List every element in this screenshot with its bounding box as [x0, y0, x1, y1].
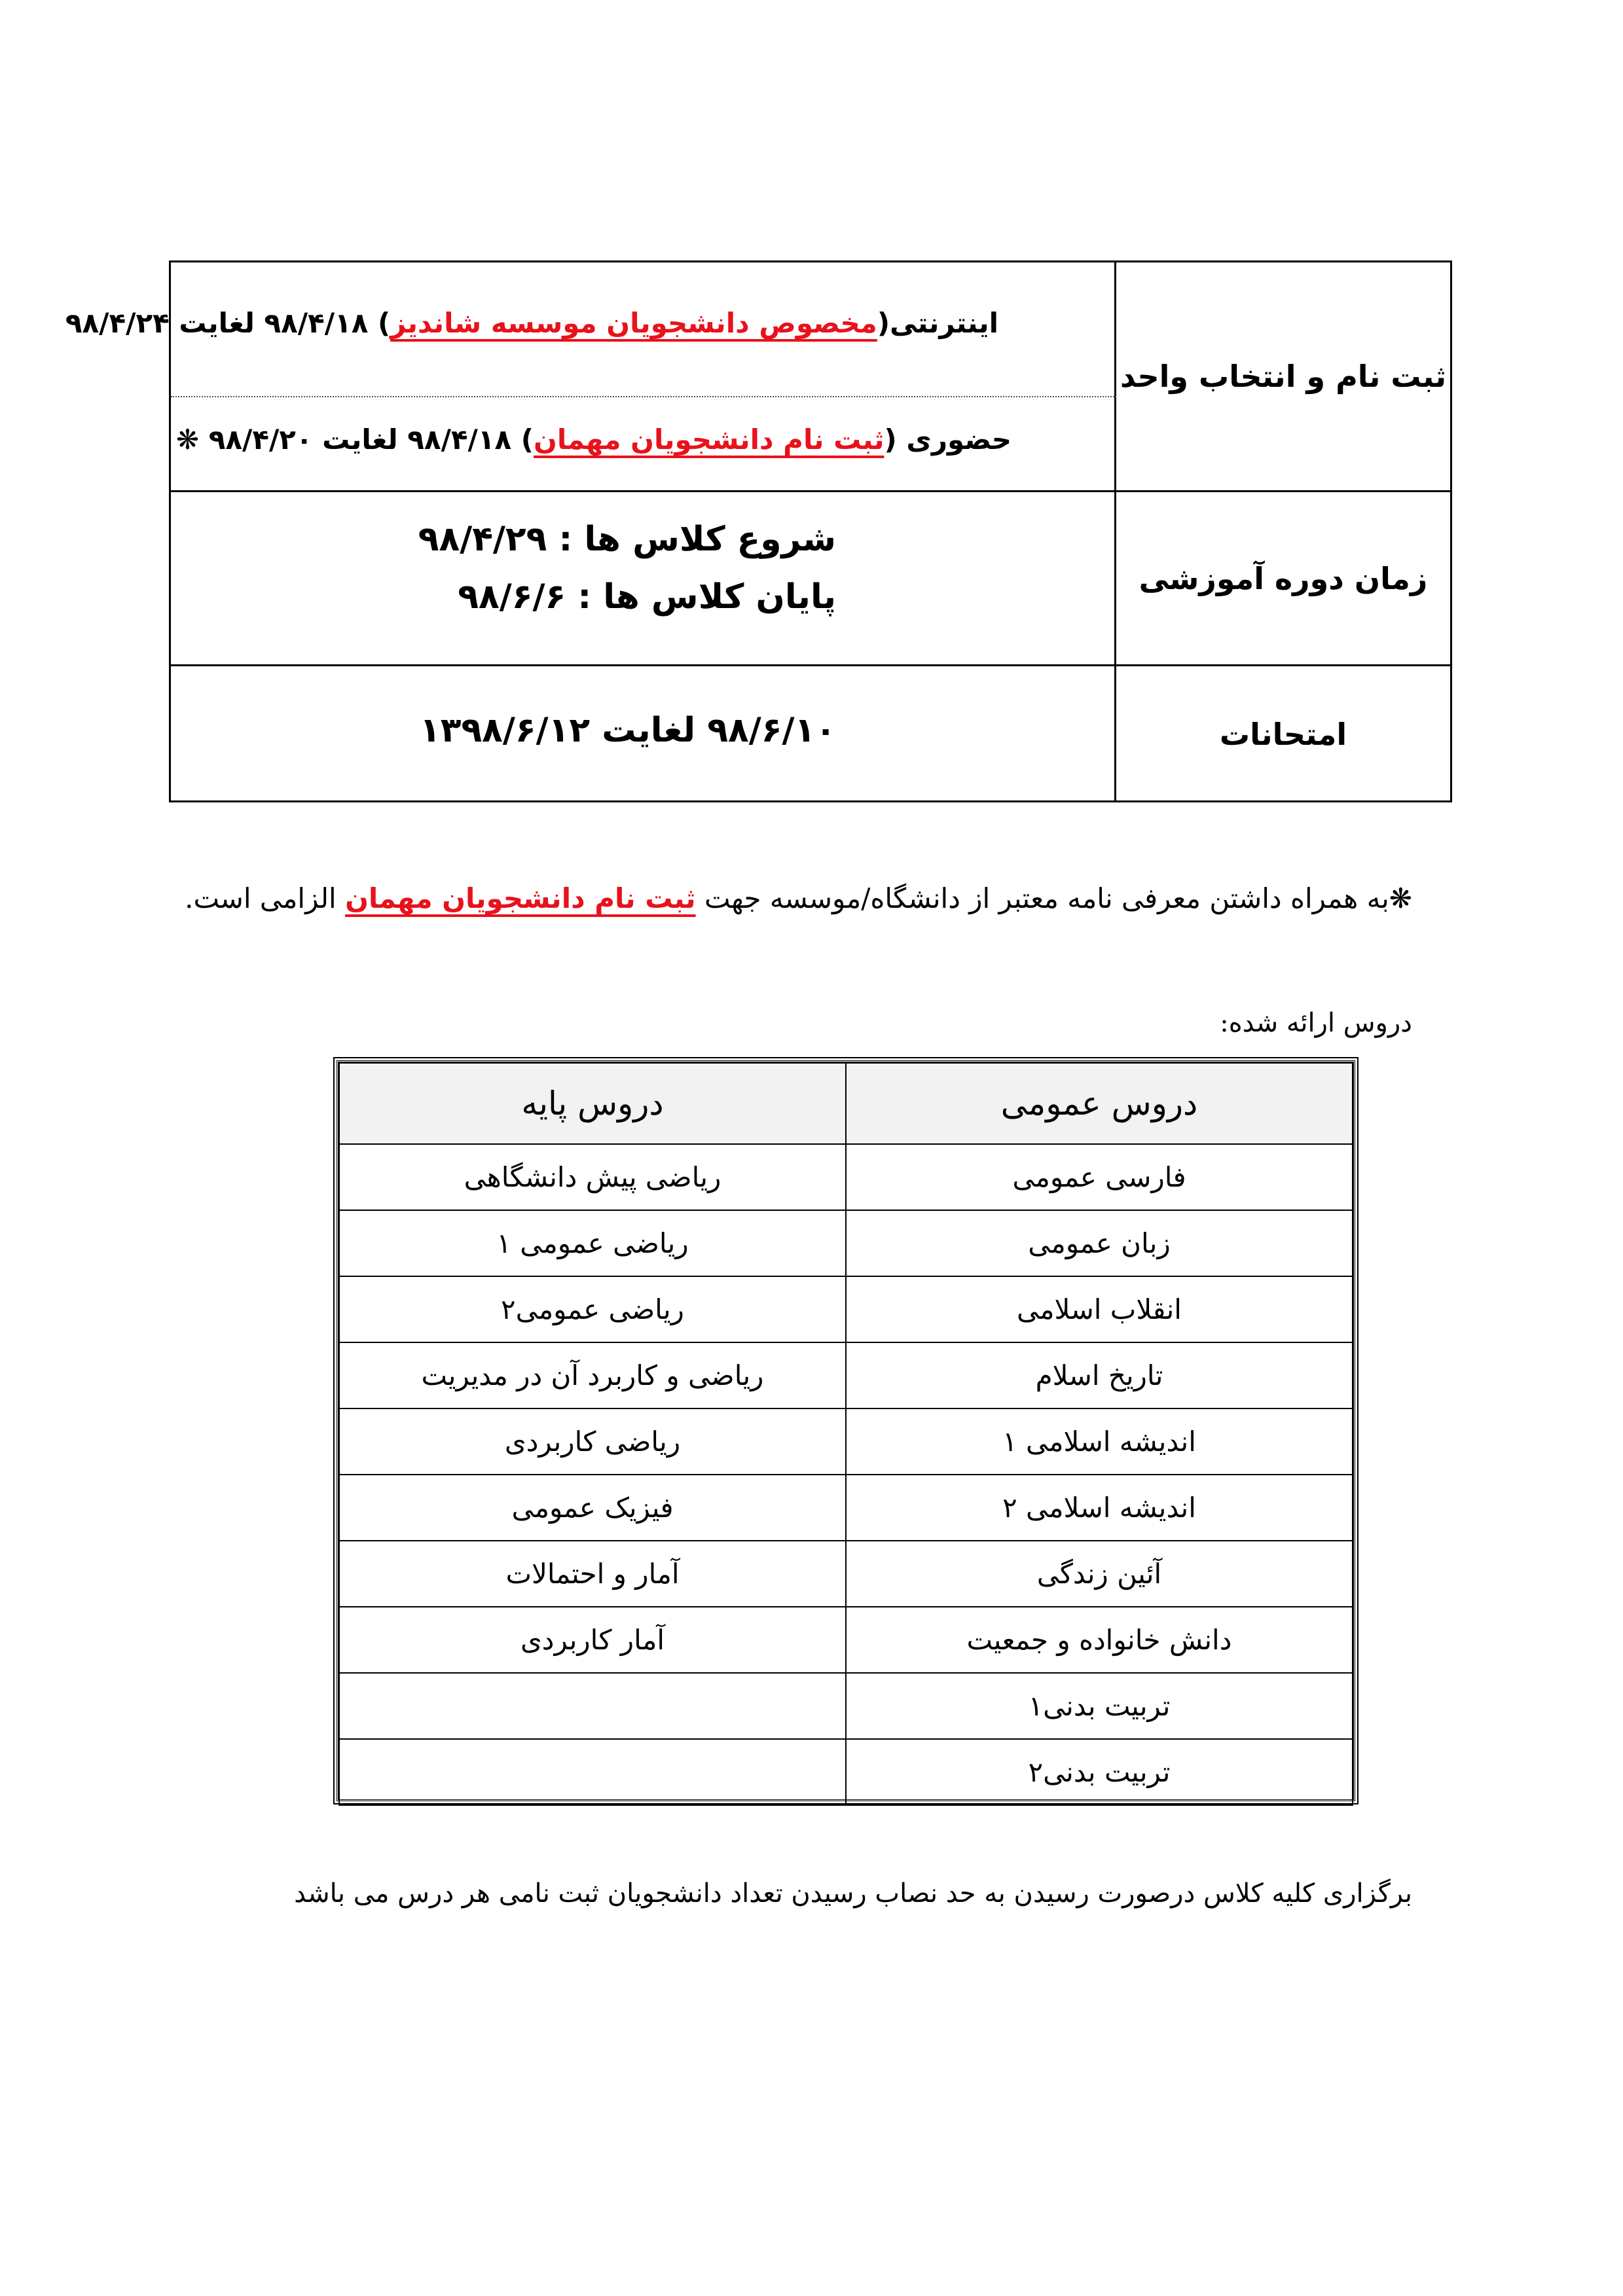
dotted-divider [171, 396, 1116, 397]
online-registration-line: اینترنتی(مخصوص دانشجویان موسسه شاندیز) ۹۸/۴/۱۸ لغایت ۹۸/۴/۲۴ [65, 307, 998, 339]
basic-course [339, 1739, 846, 1805]
guest-note: ❋به همراه داشتن معرفی نامه معتبر از دانشگاه/موسسه جهت ثبت نام دانشجویان مهمان الزامی است. [185, 882, 1412, 914]
basic-course: فیزیک عمومی [339, 1475, 846, 1541]
exams-row [171, 666, 1450, 802]
table-row [339, 1210, 1353, 1276]
table-row [339, 1607, 1353, 1673]
general-course: تربیت بدنی۲ [846, 1739, 1353, 1805]
basic-course: ریاضی عمومی۲ [339, 1276, 846, 1342]
general-course: فارسی عمومی [846, 1144, 1353, 1210]
courses-title: دروس ارائه شده: [1220, 1008, 1412, 1038]
exams-label: امتحانات [1114, 666, 1450, 802]
registration-content [65, 262, 1116, 490]
table-row [339, 1144, 1353, 1210]
basic-course: ریاضی و کاربرد آن در مدیریت [339, 1342, 846, 1408]
general-course: تربیت بدنی۱ [846, 1673, 1353, 1739]
term-start: شروع کلاس ها : ۹۸/۴/۲۹ [418, 520, 836, 559]
inperson-registration-line: حضوری (ثبت نام دانشجویان مهمان) ۹۸/۴/۱۸ لغایت ۹۸/۴/۲۰ ❋ [175, 423, 1012, 456]
general-course: زبان عمومی [846, 1210, 1353, 1276]
general-course: اندیشه اسلامی ۱ [846, 1408, 1353, 1475]
exams-dates: ۹۸/۶/۱۰ لغایت ۱۳۹۸/۶/۱۲ [419, 711, 836, 750]
basic-course: آمار و احتمالات [339, 1541, 846, 1607]
general-course: اندیشه اسلامی ۲ [846, 1475, 1353, 1541]
header-general: دروس عمومی [846, 1063, 1353, 1144]
courses-header-row [339, 1063, 1353, 1144]
table-row [339, 1276, 1353, 1342]
schedule-table [65, 260, 1452, 802]
footer-note: برگزاری کلیه کلاس درصورت رسیدن به حد نصاب رسیدن تعداد دانشجویان ثبت نامی هر درس می باشد [294, 1878, 1412, 1909]
table-row [339, 1673, 1353, 1739]
courses-table [337, 1060, 1355, 1801]
inperson-highlight: ثبت نام دانشجویان مهمان [533, 423, 884, 456]
registration-label: ثبت نام و انتخاب واحد [1114, 262, 1450, 490]
term-content [171, 492, 1116, 664]
general-course: دانش خانواده و جمعیت [846, 1607, 1353, 1673]
table-row [339, 1408, 1353, 1475]
general-course: انقلاب اسلامی [846, 1276, 1353, 1342]
guest-note-highlight: ثبت نام دانشجویان مهمان [345, 882, 696, 914]
general-course: تاریخ اسلام [846, 1342, 1353, 1408]
term-row [171, 492, 1450, 666]
basic-course: ریاضی کاربردی [339, 1408, 846, 1475]
basic-course: آمار کاربردی [339, 1607, 846, 1673]
general-course: آئین زندگی [846, 1541, 1353, 1607]
exams-content [171, 666, 1116, 802]
term-end: پایان کلاس ها : ۹۸/۶/۶ [458, 577, 836, 617]
table-row [339, 1541, 1353, 1607]
registration-row [65, 262, 1450, 492]
basic-course [339, 1673, 846, 1739]
online-highlight: مخصوص دانشجویان موسسه شاندیز [390, 307, 877, 339]
header-basic: دروس پایه [339, 1063, 846, 1144]
table-row [339, 1475, 1353, 1541]
basic-course: ریاضی پیش دانشگاهی [339, 1144, 846, 1210]
basic-course: ریاضی عمومی ۱ [339, 1210, 846, 1276]
table-row [339, 1739, 1353, 1805]
term-label: زمان دوره آموزشی [1114, 492, 1450, 664]
table-row [339, 1342, 1353, 1408]
